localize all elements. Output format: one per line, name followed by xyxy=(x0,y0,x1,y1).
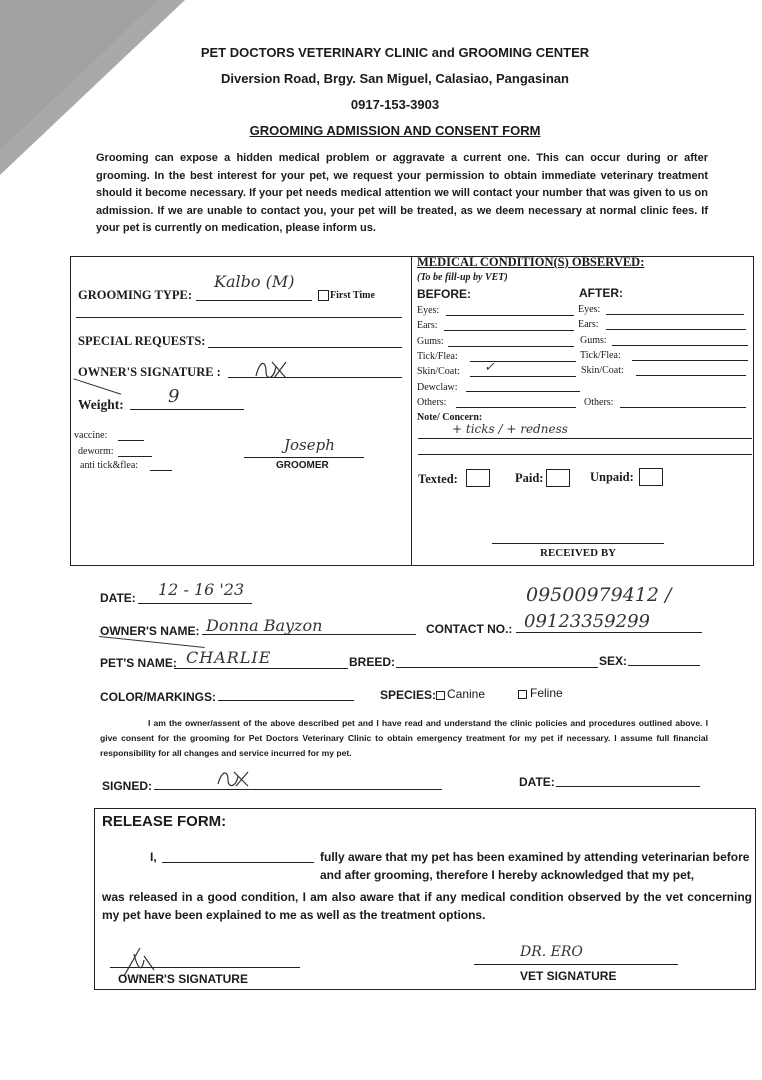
consent-paragraph: I am the owner/assent of the above described pet and I have read and understand the clinic policies and procedures outlined above. I give consent for the grooming for Pet Doctors Veterinary Clinic to obtain emergency treatment for my pet if necessary. I assume full financial responsibility for all changes and service incurred for my pet. xyxy=(100,718,708,758)
owner-name-value[interactable]: Donna Bayzon xyxy=(206,616,323,635)
paid-label: Paid: xyxy=(515,471,544,485)
medical-subtitle: (To be fill-up by VET) xyxy=(417,272,508,283)
feline-label: Feline xyxy=(530,686,563,700)
after-others: Others: xyxy=(584,397,614,408)
note-value: + ticks / + redness xyxy=(452,422,568,436)
before-gums: Gums: xyxy=(417,336,444,347)
before-eyes: Eyes: xyxy=(417,305,440,316)
date-label: DATE: xyxy=(100,591,136,605)
after-skincoat: Skin/Coat: xyxy=(581,365,624,376)
after-ears: Ears: xyxy=(578,319,599,330)
skin-coat-check: ✓ xyxy=(484,360,495,375)
paid-checkbox[interactable] xyxy=(546,469,570,487)
weight-value[interactable]: 9 xyxy=(168,386,180,407)
before-skincoat: Skin/Coat: xyxy=(417,366,460,377)
contact-label: CONTACT NO.: xyxy=(426,622,513,636)
groomer-value: Joseph xyxy=(284,436,335,454)
release-text-a: I, xyxy=(150,850,157,864)
first-time-checkbox[interactable] xyxy=(318,290,329,301)
sex-label: SEX: xyxy=(599,654,628,668)
owner-name-label: OWNER'S NAME: xyxy=(100,624,200,638)
clinic-address: Diversion Road, Brgy. San Miguel, Calasiao, Pangasinan xyxy=(221,71,569,86)
before-ears: Ears: xyxy=(417,320,438,331)
medical-title: MEDICAL CONDITION(S) OBSERVED: xyxy=(417,255,645,269)
page-fold-corner xyxy=(0,0,185,175)
before-dewclaw: Dewclaw: xyxy=(417,382,458,393)
signed-signature-mark xyxy=(214,766,254,792)
owner-signature-label: OWNER'S SIGNATURE : xyxy=(78,365,221,379)
species-label: SPECIES: xyxy=(380,688,437,702)
after-label: AFTER: xyxy=(579,286,623,300)
before-tickflea: Tick/Flea: xyxy=(417,351,458,362)
unpaid-label: Unpaid: xyxy=(590,470,634,484)
texted-label: Texted: xyxy=(418,472,458,486)
weight-label: Weight: xyxy=(78,397,124,412)
vet-signature-label: VET SIGNATURE xyxy=(520,969,617,983)
breed-label: BREED: xyxy=(349,655,396,669)
release-text-c: was released in a good condition, I am also aware that if any medical condition observed by the vet concerning my pet have been explained to me as well as the treatment options. xyxy=(102,890,752,922)
feline-checkbox[interactable] xyxy=(518,690,527,699)
before-label: BEFORE: xyxy=(417,287,471,301)
canine-checkbox[interactable] xyxy=(436,691,445,700)
texted-checkbox[interactable] xyxy=(466,469,490,487)
color-label: COLOR/MARKINGS: xyxy=(100,690,216,704)
release-title: RELEASE FORM: xyxy=(102,813,227,830)
grooming-type-value[interactable]: Kalbo (M) xyxy=(214,272,295,291)
signed-label: SIGNED: xyxy=(102,779,153,793)
grooming-type-label: GROOMING TYPE: xyxy=(78,288,193,302)
intro-paragraph: Grooming can expose a hidden medical problem or aggravate a current one. This can occur during or after grooming. In the best interest for your pet, we request your permission to obtain immediate veterinary treatment should it become necessary. If your pet needs medical attention we will contact your number that was given to us on admission. If we are unable to contact you, your pet will be treated, as we deem necessary at normal clinic fees. If your pet is currently on medication, please inform us. xyxy=(96,152,708,235)
note-label: Note/ Concern: xyxy=(417,412,483,423)
clinic-name: PET DOCTORS VETERINARY CLINIC and GROOMING CENTER xyxy=(200,45,590,60)
unpaid-checkbox[interactable] xyxy=(639,468,663,486)
special-requests-label: SPECIAL REQUESTS: xyxy=(78,334,206,348)
signed-date-label: DATE: xyxy=(519,775,555,789)
after-eyes: Eyes: xyxy=(578,304,601,315)
contact-alt-value[interactable]: 09500979412 / xyxy=(526,584,672,606)
clinic-phone: 0917-153-3903 xyxy=(350,97,440,112)
vet-signature-value: DR. ERO xyxy=(520,944,583,960)
after-gums: Gums: xyxy=(580,335,607,346)
pet-name-label: PET'S NAME: xyxy=(100,656,177,670)
first-time-label: First Time xyxy=(330,290,375,301)
antitick-label: anti tick&flea: xyxy=(80,460,139,471)
after-tickflea: Tick/Flea: xyxy=(580,350,621,361)
contact-value[interactable]: 09123359299 xyxy=(524,611,650,632)
owner-signature-mark xyxy=(252,356,292,384)
vaccine-label: vaccine: xyxy=(74,430,108,441)
pet-name-value[interactable]: CHARLIE xyxy=(186,648,272,667)
groomer-label: GROOMER xyxy=(276,460,329,471)
canine-label: Canine xyxy=(447,687,486,701)
date-value[interactable]: 12 - 16 '23 xyxy=(158,580,245,599)
form-title: GROOMING ADMISSION AND CONSENT FORM xyxy=(249,123,541,138)
owner-signature-release-label: OWNER'S SIGNATURE xyxy=(118,972,248,986)
release-text-b-first: fully aware that my pet has been examined by attending veterinarian before and after grooming, therefore I hereby acknowledged that my pet, xyxy=(320,850,750,882)
column-divider xyxy=(411,256,412,566)
deworm-label: deworm: xyxy=(78,446,114,457)
received-by-label: RECEIVED BY xyxy=(540,547,617,559)
before-others: Others: xyxy=(417,397,447,408)
